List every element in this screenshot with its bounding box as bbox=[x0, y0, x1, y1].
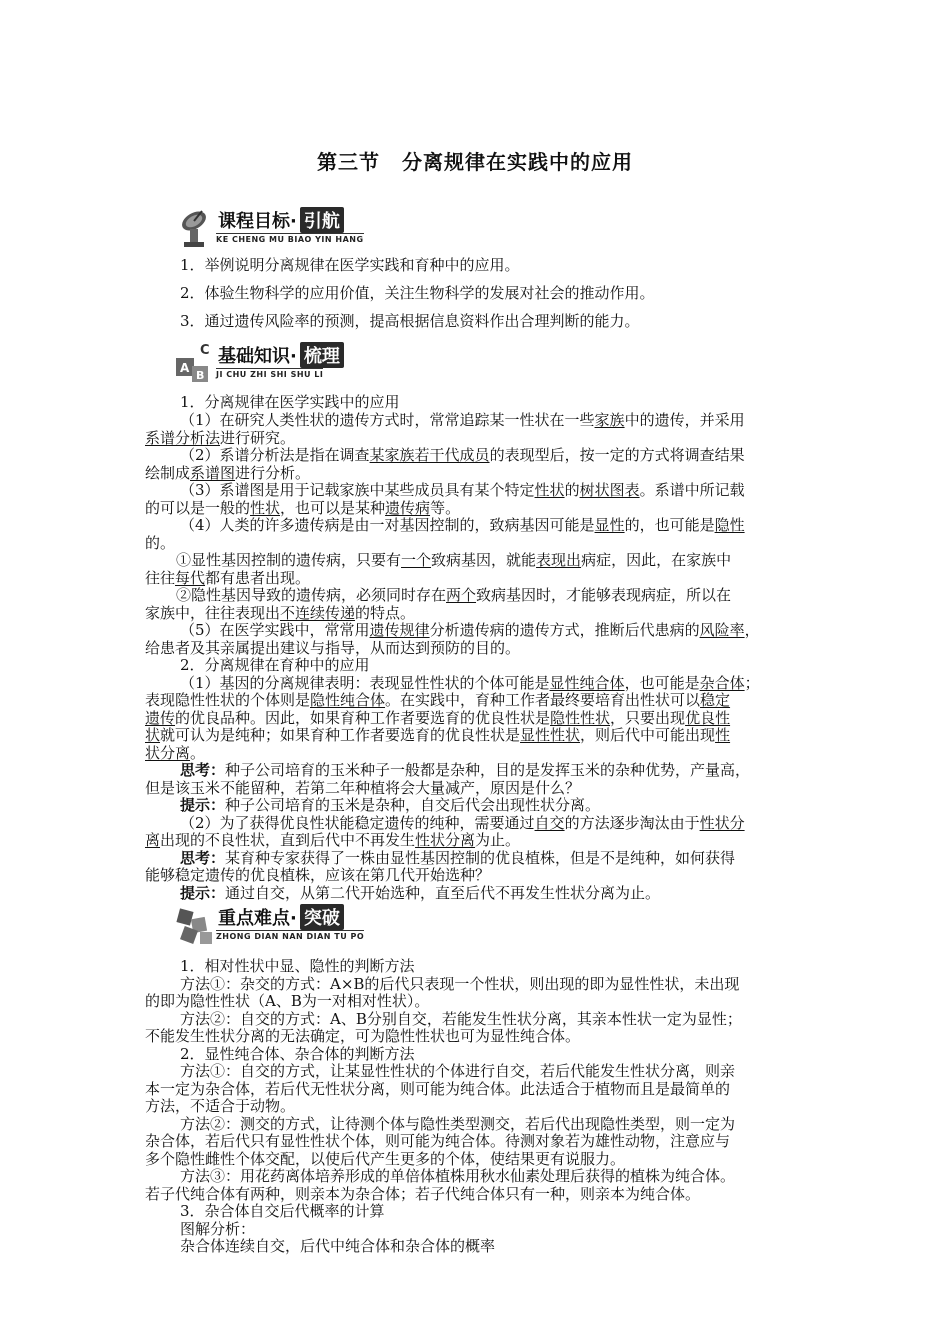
course-goal-title: 课程目标· 引航 bbox=[218, 207, 344, 233]
paragraph-line: 图解分析： bbox=[180, 1220, 256, 1238]
svg-text:B: B bbox=[196, 369, 205, 382]
paragraph-line: ②隐性基因导致的遗传病，必须同时存在两个致病基因时，才能够表现病症，所以在 bbox=[176, 586, 732, 604]
paragraph-line: ①显性基因控制的遗传病，只要有一个致病基因，就能表现出病症，因此，在家族中 bbox=[176, 551, 732, 569]
paragraph-line: （2）为了获得优良性状能稳定遗传的纯种，需要通过自交的方法逐步淘汰由于性状分 bbox=[180, 814, 745, 832]
paragraph-line: 方法③：用花药离体培养形成的单倍体植株用秋水仙素处理后获得的植株为纯合体。 bbox=[180, 1167, 736, 1185]
paragraph-line: 状分离。 bbox=[145, 744, 206, 762]
paragraph-line: 方法①：杂交的方式：A×B的后代只表现一个性状，则出现的即为显性性状，未出现 bbox=[180, 975, 740, 993]
paragraph-line: 系谱分析法进行研究。 bbox=[145, 429, 296, 447]
paragraph-line: 方法①：自交的方式，让某显性性状的个体进行自交，若后代能发生性状分离，则亲 bbox=[180, 1062, 736, 1080]
section-heading: 2．显性纯合体、杂合体的判断方法 bbox=[180, 1045, 415, 1063]
paragraph-line: （5）在医学实践中，常常用遗传规律分析遗传病的遗传方式，推断后代患病的风险率， bbox=[180, 621, 760, 639]
paragraph-line: （1）基因的分离规律表明：表现显性性状的个体可能是显性纯合体，也可能是杂合体； bbox=[180, 674, 760, 692]
paragraph-line: 的可以是一般的性状，也可以是某种遗传病等。 bbox=[145, 499, 461, 517]
key-difficulty-title: 重点难点· 突破 bbox=[218, 904, 344, 930]
think-question: 思考：种子公司培育的玉米种子一般都是杂种，目的是发挥玉米的杂种优势，产量高， bbox=[180, 761, 751, 779]
paragraph-line: 若子代纯合体有两种，则亲本为杂合体；若子代纯合体只有一种，则亲本为纯合体。 bbox=[145, 1185, 701, 1203]
paragraph-line: 离出现的不良性状，直到后代中不再发生性状分离为止。 bbox=[145, 831, 521, 849]
section-heading: 3．杂合体自交后代概率的计算 bbox=[180, 1202, 385, 1220]
puzzle-cubes-icon bbox=[172, 902, 220, 948]
section-heading: 2．分离规律在育种中的应用 bbox=[180, 656, 370, 674]
basic-knowledge-pinyin: JI CHU ZHI SHI SHU LI bbox=[216, 370, 324, 379]
satellite-dish-icon bbox=[172, 205, 220, 251]
goal-item: 2．体验生物科学的应用价值，关注生物科学的发展对社会的推动作用。 bbox=[180, 284, 655, 302]
paragraph-line: 杂合体连续自交，后代中纯合体和杂合体的概率 bbox=[180, 1237, 496, 1255]
paragraph-line: 不能发生性状分离的无法确定，可为隐性性状也可为显性纯合体。 bbox=[145, 1027, 581, 1045]
goal-item: 3．通过遗传风险率的预测，提高根据信息资料作出合理判断的能力。 bbox=[180, 312, 640, 330]
paragraph-line: 的。 bbox=[145, 534, 176, 552]
paragraph-line: 往往每代都有患者出现。 bbox=[145, 569, 311, 587]
paragraph-line: 状就可认为是纯种；如果育种工作者要选育的优良性状是显性性状，则后代中可能出现性 bbox=[145, 726, 731, 744]
paragraph-line: 家族中，往往表现出不连续传递的特点。 bbox=[145, 604, 416, 622]
paragraph-line: 遗传的优良品种。因此，如果育种工作者要选育的优良性状是隐性性状，只要出现优良性 bbox=[145, 709, 731, 727]
svg-text:A: A bbox=[180, 361, 190, 375]
paragraph-line: 多个隐性雌性个体交配，以使后代产生更多的个体，使结果更有说服力。 bbox=[145, 1150, 626, 1168]
paragraph-line: （2）系谱分析法是指在调查某家族若干代成员的表现型后，按一定的方式将调查结果 bbox=[180, 446, 745, 464]
title-section: 第三节 bbox=[317, 150, 380, 174]
paragraph-line: 方法，不适合于动物。 bbox=[145, 1097, 296, 1115]
paragraph-line: 方法②：测交的方式，让待测个体与隐性类型测交，若后代出现隐性类型，则一定为 bbox=[180, 1115, 736, 1133]
paragraph-line: （3）系谱图是用于记载家族中某些成员具有某个特定性状的树状图表。系谱中所记载 bbox=[180, 481, 745, 499]
think-question: 思考：某育种专家获得了一株由显性基因控制的优良植株，但是不是纯种，如何获得 bbox=[180, 849, 736, 867]
paragraph-line: 的即为隐性性状（A、B为一对相对性状）。 bbox=[145, 992, 430, 1010]
title-text: 分离规律在实践中的应用 bbox=[402, 150, 633, 174]
paragraph-line: 但是该玉米不能留种，若第二年种植将会大量减产，原因是什么？ bbox=[145, 779, 581, 797]
hint-answer: 提示：通过自交，从第二代开始选种，直至后代不再发生性状分离为止。 bbox=[180, 884, 661, 902]
basic-knowledge-title: 基础知识· 梳理 bbox=[218, 342, 344, 368]
section-heading: 1．分离规律在医学实践中的应用 bbox=[180, 393, 400, 411]
section-heading: 1．相对性状中显、隐性的判断方法 bbox=[180, 957, 415, 975]
paragraph-line: （1）在研究人类性状的遗传方式时，常常追踪某一性状在一些家族中的遗传，并采用 bbox=[180, 411, 745, 429]
paragraph-line: 方法②：自交的方式：A、B分别自交，若能发生性状分离，其亲本性状一定为显性； bbox=[180, 1010, 742, 1028]
course-goal-pinyin: KE CHENG MU BIAO YIN HANG bbox=[216, 235, 364, 244]
paragraph-line: 本一定为杂合体，若后代无性状分离，则可能为纯合体。此法适合于植物而且是最简单的 bbox=[145, 1080, 731, 1098]
hint-answer: 提示：种子公司培育的玉米是杂种，自交后代会出现性状分离。 bbox=[180, 796, 601, 814]
svg-text:C: C bbox=[200, 343, 210, 358]
page-title bbox=[0, 146, 950, 175]
paragraph-line: 绘制成系谱图进行分析。 bbox=[145, 464, 311, 482]
paragraph-line: （4）人类的许多遗传病是由一对基因控制的，致病基因可能是显性的，也可能是隐性 bbox=[180, 516, 745, 534]
key-difficulty-pinyin: ZHONG DIAN NAN DIAN TU PO bbox=[216, 932, 365, 941]
paragraph-line: 给患者及其亲属提出建议与指导，从而达到预防的目的。 bbox=[145, 639, 521, 657]
paragraph-line: 杂合体，若后代只有显性性状个体，则可能为纯合体。待测对象若为雄性动物，注意应与 bbox=[145, 1132, 731, 1150]
paragraph-line: 能够稳定遗传的优良植株，应该在第几代开始选种？ bbox=[145, 866, 491, 884]
paragraph-line: 表现隐性性状的个体则是隐性纯合体。在实践中，育种工作者最终要培育出性状可以稳定 bbox=[145, 691, 731, 709]
abc-blocks-icon bbox=[172, 340, 220, 386]
goal-item: 1．举例说明分离规律在医学实践和育种中的应用。 bbox=[180, 256, 520, 274]
